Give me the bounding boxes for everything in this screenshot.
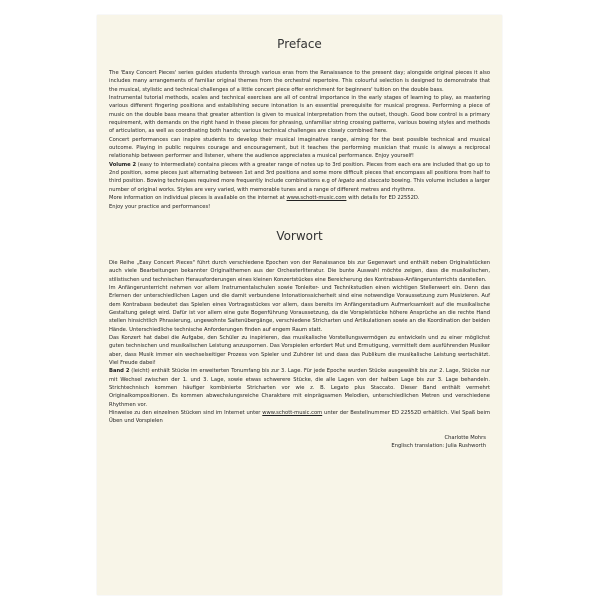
translator-credit: Englisch translation: Julia Rushworth [391,442,486,449]
credits [109,434,490,450]
author-name: Charlotte Mohrs [444,434,486,441]
vorwort-p4-text: (leicht) enthält Stücke im erweiterten Tonumfang bis zur 3. Lage. Für jede Epoche wurden Stücke ausgewählt bis zur 2. Lage, Stücke nur mit Wechsel zwischen der 1. und 3. Lage, sowie etwas schwerere Stücke, die alle Lagen von der halben Lage bis zur 3. Lage behandeln. Strichtechnisch kommen häufiger kombinierte Stricharten vor wie z. B. Legato plus Staccato. Dieser Band enthält vermehrt Originalkompositionen. Es kommen abwechslungsreiche Charaktere mit einprägsamen Melodien, unterschiedlichen Metren und verschiedene Rhythmen vor. [109,368,490,408]
staccato-term: staccato [367,178,390,185]
preface-paragraph-3: Concert performances can inspire students to develop their musical imaginative range, aiming for the best possible technical and musical outcome. Playing in public requires courage and encouragement, but it teaches the performing musician that music is always a reciprocal relationship between performer and listener, where the audience appreciates a musical performance. Enjoy yourself! [109,136,490,160]
preface-p4-part-b: bowing. This volume includes a larger number of original works. Styles are very varied, with memorable tunes and a range of different metres and rhythms. [109,178,490,193]
preface-paragraph-6: Enjoy your practice and performances! [109,203,211,210]
vorwort-paragraph-2: Im Anfängerunterricht nehmen vor allem Instrumentalschulen sowie Tonleiter- und Technikstudien einen wichtigen Stellenwert ein. Denn das Erlernen der unterschiedlichen Lagen und die damit verbundene Intonationssicherheit sind eine notwendige Voraussetzung zum Musizieren. Auf dem Kontrabass bedeutet das Spielen eines Vortragsstückes vor allem, dass bereits im Anfängerstadium Aufmerksamkeit auf die musikalische Gestaltung gelegt wird. Dafür ist vor allem eine gute Bogenführung Voraussetzung, da die Vorspielstücke höhere Ansprüche an die rechte Hand stellen hinsichtlich Phrasierung, ungewohnte Saitenübergänge, verschiedene Stricharten und Artikulationen sowie an die Koordination der beiden Hände. Unterschiedliche technische Anforderungen finden auf engem Raum statt. [109,284,490,333]
preface-paragraph-2: Instrumental tutorial methods, scales and technical exercises are all of central importance in the early stages of learning to play, as mastering various different fingering positions and establishing secure intonation is an essential prerequisite for musical progress. Performing a piece of music on the double bass means that greater attention is given to musical interpretation from the outset, though. Good bow control is a primary requirement, with demands on the right hand in these pieces for phrasing, unfamiliar string crossing patterns, various bowing styles and methods of articulation, as well as coordinating both hands; various technical challenges are closely combined here. [109,95,490,135]
vorwort-p5-part-b: unter der Bestellnummer ED 22552D erhältlich. Viel Spaß beim Üben und Vorspielen [109,410,490,425]
preface-p4-part-a: (easy to intermediate) contains pieces with a greater range of notes up to 3rd position. Pieces from each era are included that go up to 2nd position, some pieces just alternating between 1st and 3rd positions and some more difficult pieces that encompass all positions from half to third position. Bowing techniques required more frequently include combinations e.g of [109,161,490,185]
schott-music-link-de[interactable]: www.schott-music.com [262,410,323,417]
vorwort-paragraph-1: Die Reihe „Easy Concert Pieces" führt durch verschiedene Epochen von der Renaissance bis zur Gegenwart und enthält neben Originalstücken auch viele Bearbeitungen bekannter Originalthemen aus der Orchesterliteratur. Die bunte Auswahl möchte zeigen, dass die musikalischen, stilistischen und technischen Herausforderungen eines kleinen Konzertstückes eine Bereicherung des Kontrabass-Anfängerunterrichts darstellen. [109,259,490,283]
preface-paragraph-5 [109,194,490,202]
legato-term: legato [338,178,355,185]
vorwort-paragraph-5 [109,409,490,426]
vorwort-paragraph-4 [109,367,490,409]
schott-music-link[interactable]: www.schott-music.com [286,195,347,202]
preface-p5-part-a: More information on individual pieces is available on the internet at [109,195,287,202]
band-2-label: Band 2 [109,368,130,375]
vorwort-title: Vorwort [276,228,323,243]
preface-paragraph-4 [109,161,490,194]
vorwort-paragraph-3: Das Konzert hat dabei die Aufgabe, den Schüler zu inspirieren, das musikalische Vorstellungsvermögen zu entwickeln und zu einer möglichst guten technischen und musikalischen Leistung anzuspornen. Das Vorspielen erfordert Mut und Ermutigung, vermittelt dem ausführenden Musiker aber, dass Musik immer ein wechselseitiger Prozess von Spieler und Zuhörer ist und dass das Publikum die musikalische Leistung wertschätzt. Viel Freude dabei! [109,334,490,366]
preface-paragraph-1: The 'Easy Concert Pieces' series guides students through various eras from the Renaissance to the present day; alongside original pieces it also includes many arrangements of familiar original themes from the orchestral repertoire. This colourful selection is designed to demonstrate that the musical, stylistic and technical challenges of a little concert piece offer enrichment for beginners' tuition on the double bass. [109,70,490,93]
preface-p4-and: and [354,178,368,185]
volume-2-label: Volume 2 [109,161,137,168]
vorwort-p5-part-a: Hinweise zu den einzelnen Stücken sind im Internet unter [109,410,263,417]
preface-title: Preface [277,37,322,51]
document-page [97,15,502,595]
preface-p5-part-b: with details for ED 22552D. [346,195,420,202]
